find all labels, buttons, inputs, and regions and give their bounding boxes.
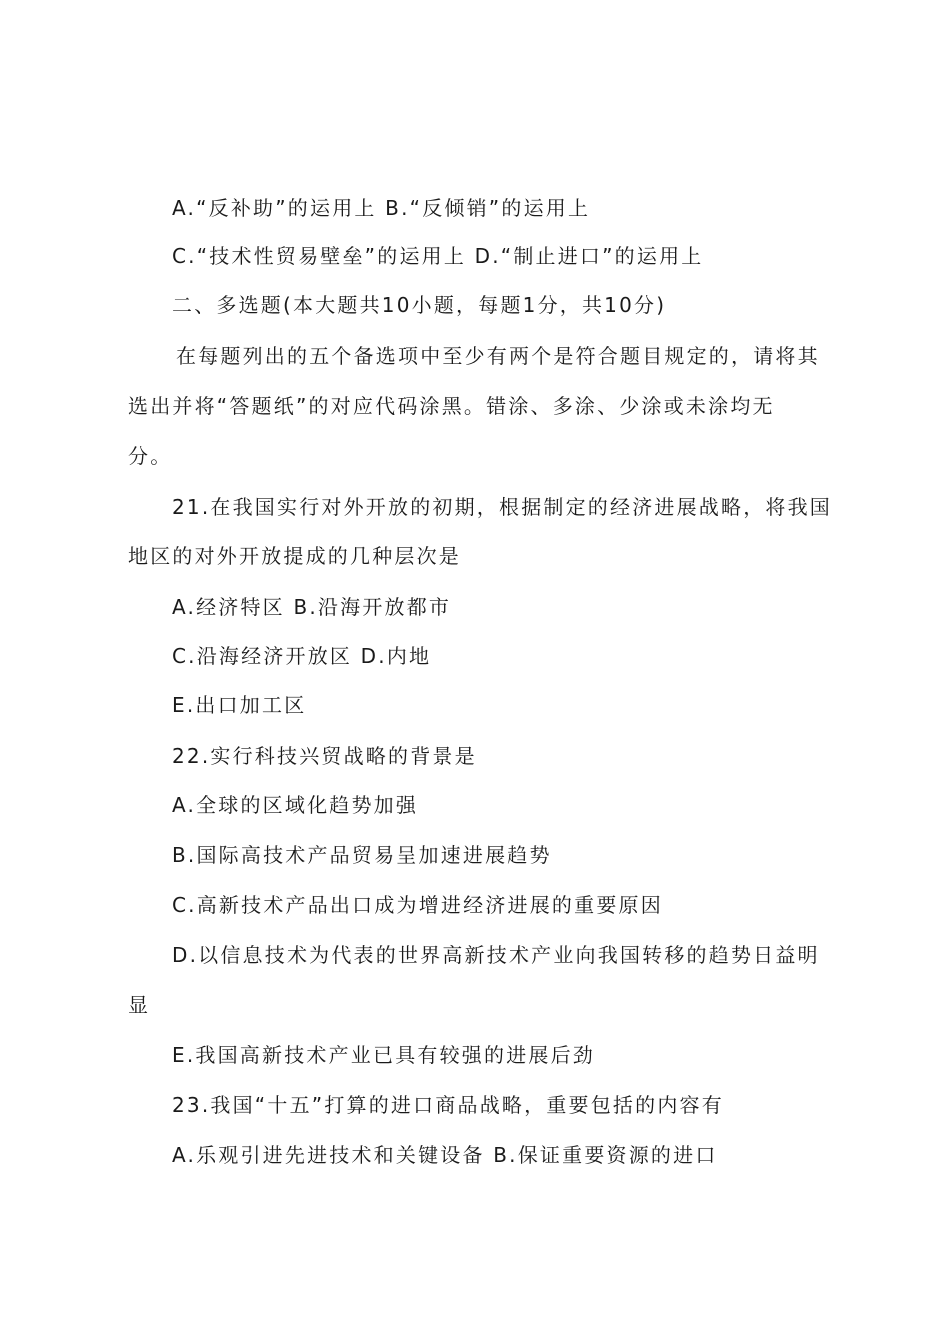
q21-options-c-d: C.沿海经济开放区 D.内地: [172, 644, 432, 668]
q23-options-a-b: A.乐观引进先进技术和关键设备 B.保证重要资源的进口: [172, 1143, 718, 1167]
q22-option-b: B.国际高技术产品贸易呈加速进展趋势: [172, 843, 552, 867]
q22-stem: 22.实行科技兴贸战略的背景是: [172, 744, 477, 768]
section-instructions-line-3: 分。: [128, 444, 173, 468]
section-heading-multiple-choice: 二、多选题(本大题共10小题，每题1分，共10分): [172, 293, 667, 317]
q21-options-a-b: A.经济特区 B.沿海开放都市: [172, 595, 452, 619]
q23-stem: 23.我国“十五”打算的进口商品战略，重要包括的内容有: [172, 1093, 724, 1117]
q21-stem-line-1: 21.在我国实行对外开放的初期，根据制定的经济进展战略，将我国: [172, 495, 833, 519]
q20-options-c-d: C.“技术性贸易壁垒”的运用上 D.“制止进口”的运用上: [172, 244, 704, 268]
section-instructions-line-2: 选出并将“答题纸”的对应代码涂黑。错涂、多涂、少涂或未涂均无: [128, 394, 775, 418]
q22-option-d-line-1: D.以信息技术为代表的世界高新技术产业向我国转移的趋势日益明: [172, 943, 820, 967]
q20-options-a-b: A.“反补助”的运用上 B.“反倾销”的运用上: [172, 196, 591, 220]
q22-option-c: C.高新技术产品出口成为增进经济进展的重要原因: [172, 893, 663, 917]
q21-stem-line-2: 地区的对外开放提成的几种层次是: [128, 544, 461, 568]
q22-option-d-line-2: 显: [128, 993, 151, 1017]
q22-option-e: E.我国高新技术产业已具有较强的进展后劲: [172, 1043, 595, 1067]
q22-option-a: A.全球的区域化趋势加强: [172, 793, 419, 817]
section-instructions-line-1: 在每题列出的五个备选项中至少有两个是符合题目规定的，请将其: [176, 344, 820, 368]
q21-option-e: E.出口加工区: [172, 693, 307, 717]
